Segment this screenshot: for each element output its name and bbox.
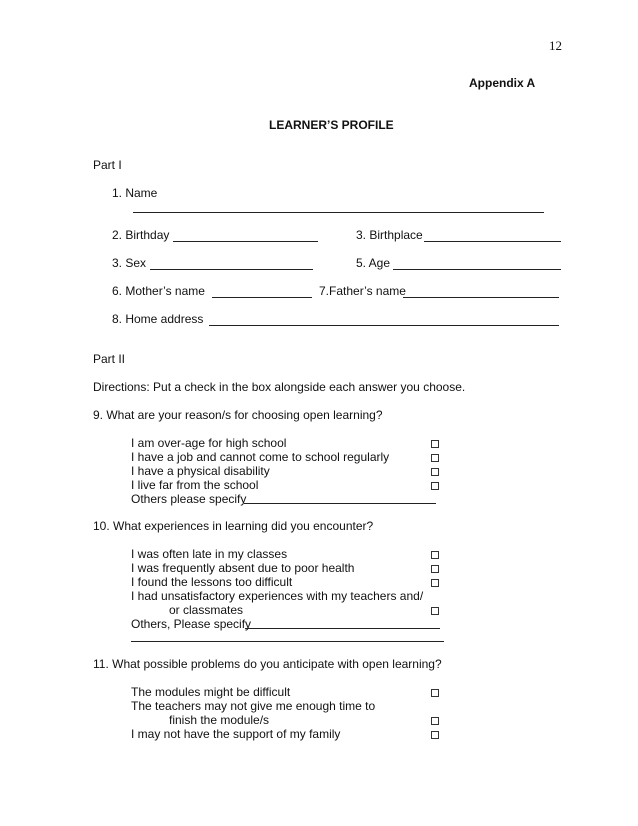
q9-option-4: I live far from the school <box>131 478 259 492</box>
sex-field[interactable] <box>150 269 313 270</box>
q9-option-1: I am over-age for high school <box>131 436 287 450</box>
q10-others-field-2[interactable] <box>131 641 444 642</box>
q11-checkbox-1[interactable] <box>431 689 439 697</box>
q10-checkbox-3[interactable] <box>431 579 439 587</box>
age-label: 5. Age <box>356 256 391 270</box>
directions: Directions: Put a check in the box alongside each answer you choose. <box>93 380 466 394</box>
home-address-field[interactable] <box>209 325 559 326</box>
q9-checkbox-1[interactable] <box>431 440 439 448</box>
q10-option-2: I was frequently absent due to poor health <box>131 561 355 575</box>
q10-option-4-line1: I had unsatisfactory experiences with my teachers and/ <box>131 589 424 603</box>
q11-option-3: I may not have the support of my family <box>131 727 341 741</box>
q10-option-4-line2: or classmates <box>169 603 244 617</box>
name-field[interactable] <box>133 212 544 213</box>
name-label: 1. Name <box>112 186 158 200</box>
birthplace-label: 3. Birthplace <box>356 228 423 242</box>
q10-option-1: I was often late in my classes <box>131 547 288 561</box>
q9-option-2: I have a job and cannot come to school regularly <box>131 450 390 464</box>
q11-option-1: The modules might be difficult <box>131 685 291 699</box>
q9-checkbox-4[interactable] <box>431 482 439 490</box>
q10-checkbox-2[interactable] <box>431 565 439 573</box>
q9-checkbox-2[interactable] <box>431 454 439 462</box>
birthday-label: 2. Birthday <box>112 228 170 242</box>
mother-name-label: 6. Mother’s name <box>112 284 205 298</box>
age-field[interactable] <box>393 269 561 270</box>
father-name-label: 7.Father’s name <box>319 284 406 298</box>
birthday-field[interactable] <box>173 241 318 242</box>
q9-option-3: I have a physical disability <box>131 464 270 478</box>
question-10: 10. What experiences in learning did you encounter? <box>93 519 374 533</box>
page-title: LEARNER’S PROFILE <box>269 118 394 132</box>
page-number: 12 <box>549 38 562 53</box>
q10-checkbox-4[interactable] <box>431 607 439 615</box>
q9-checkbox-3[interactable] <box>431 468 439 476</box>
q10-checkbox-1[interactable] <box>431 551 439 559</box>
q11-checkbox-3[interactable] <box>431 731 439 739</box>
q10-others-label: Others, Please specify <box>131 617 252 631</box>
q11-option-2-line1: The teachers may not give me enough time to <box>131 699 376 713</box>
mother-name-field[interactable] <box>212 297 312 298</box>
home-address-label: 8. Home address <box>112 312 204 326</box>
q10-others-field[interactable] <box>245 628 440 629</box>
appendix-label: Appendix A <box>469 76 536 90</box>
q9-others-label: Others please specify <box>131 492 247 506</box>
birthplace-field[interactable] <box>424 241 561 242</box>
q10-option-3: I found the lessons too difficult <box>131 575 293 589</box>
q9-others-field[interactable] <box>244 503 436 504</box>
q11-checkbox-2[interactable] <box>431 717 439 725</box>
part1-heading: Part I <box>93 158 122 172</box>
part2-heading: Part II <box>93 352 126 366</box>
q11-option-2-line2: finish the module/s <box>169 713 270 727</box>
father-name-field[interactable] <box>403 297 559 298</box>
question-9: 9. What are your reason/s for choosing open learning? <box>93 408 383 422</box>
sex-label: 3. Sex <box>112 256 147 270</box>
question-11: 11. What possible problems do you anticipate with open learning? <box>93 657 442 671</box>
